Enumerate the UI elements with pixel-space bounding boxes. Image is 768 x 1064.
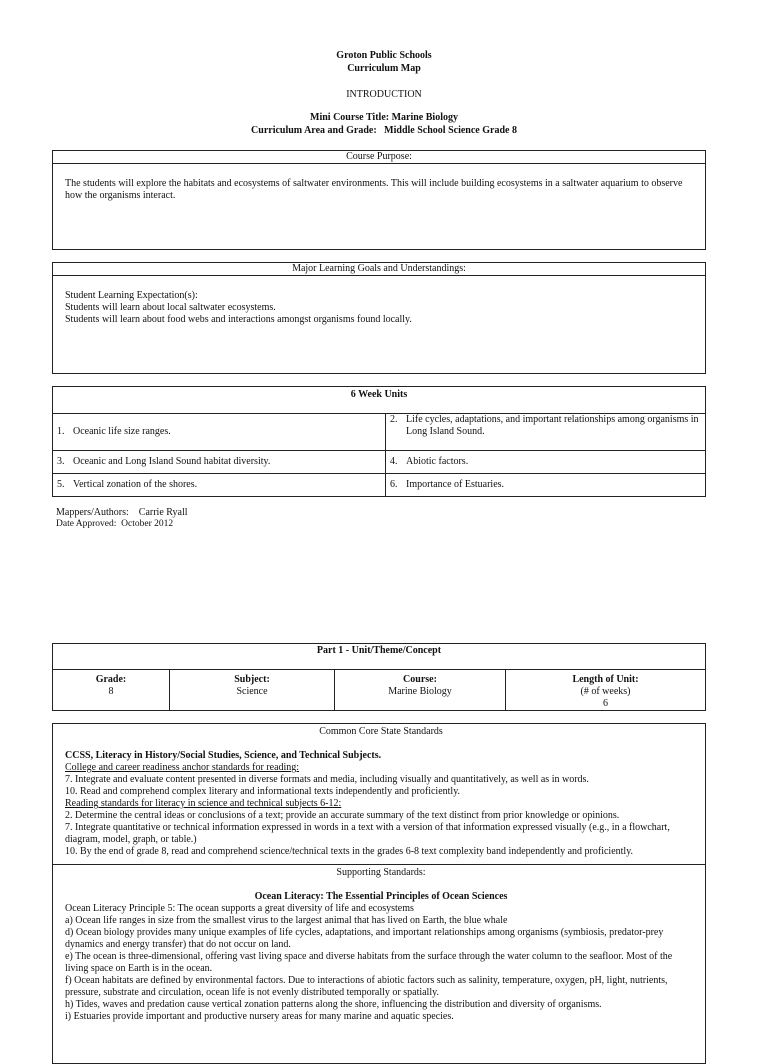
ccss-standard: 10. Read and comprehend complex literary and informational texts independently and proficiently. [65, 786, 461, 797]
subject-label: Subject: [234, 674, 270, 685]
supporting-line: Ocean Literacy Principle 5: The ocean supports a great diversity of life and ecosystems [65, 903, 414, 914]
supporting-line: f) Ocean habitats are defined by environmental factors. Due to interactions of abiotic factors such as salinity, temperature, oxygen, pH, light, nutrients, pressure, substrate and circulation, ocean life is not evenly distributed temporally or spatially. [65, 975, 668, 998]
part1-table [52, 643, 706, 711]
course-value: Marine Biology [388, 686, 452, 697]
ccss-standard: 10. By the end of grade 8, read and comprehend science/technical texts in the grades 6-8 text complexity band independently and proficiently. [65, 846, 634, 857]
course-purpose-heading: Course Purpose: [53, 151, 705, 164]
school-name: Groton Public Schools [336, 50, 432, 61]
unit-item: 4. Abiotic factors. [386, 451, 706, 474]
course-cell [335, 670, 506, 711]
subject-value: Science [236, 686, 268, 697]
units-table [52, 386, 706, 497]
supporting-cell [53, 865, 706, 1064]
units-box [52, 386, 706, 497]
length-value: 6 [603, 698, 608, 709]
grade-cell [53, 670, 170, 711]
ccss-subheading: Reading standards for literacy in science and technical subjects 6-12: [65, 798, 342, 809]
learning-goals-box [52, 262, 706, 374]
part1-heading: Part 1 - Unit/Theme/Concept [53, 644, 706, 670]
mappers-authors: Mappers/Authors: Carrie Ryall [56, 507, 188, 518]
length-label: Length of Unit: [572, 674, 639, 685]
unit-item: 1. Oceanic life size ranges. [53, 414, 386, 451]
document-type: Curriculum Map [347, 63, 421, 74]
supporting-line: i) Estuaries provide important and productive nursery areas for many marine and aquatic species. [65, 1011, 454, 1022]
date-approved: Date Approved: October 2012 [56, 519, 174, 529]
unit-item: 5. Vertical zonation of the shores. [53, 474, 386, 497]
supporting-title: Ocean Literacy: The Essential Principles of Ocean Sciences [254, 891, 508, 902]
ccss-subheading: College and career readiness anchor standards for reading: [65, 762, 300, 773]
learning-goals-heading: Major Learning Goals and Understandings: [53, 263, 705, 276]
ccss-heading: Common Core State Standards [319, 726, 443, 737]
ccss-standard: 2. Determine the central ideas or conclusions of a text; provide an accurate summary of the text distinct from prior knowledge or opinions. [65, 810, 620, 821]
grade-label: Grade: [95, 674, 127, 685]
standards-box [52, 723, 706, 1043]
supporting-line: a) Ocean life ranges in size from the smallest virus to the largest animal that has lived on Earth, the blue whale [65, 915, 508, 926]
supporting-heading: Supporting Standards: [336, 867, 426, 878]
length-cell [506, 670, 706, 711]
course-label: Course: [403, 674, 437, 685]
course-title: Mini Course Title: Marine Biology [310, 112, 458, 123]
ccss-cell [53, 724, 706, 865]
ccss-standard: 7. Integrate quantitative or technical information expressed in words in a text with a version of that information expressed visually (e.g., in a flowchart, diagram, model, graph, or table.) [65, 822, 670, 845]
supporting-line: h) Tides, waves and predation cause vertical zonation patterns along the shore, influencing the distribution and diversity of organisms. [65, 999, 602, 1010]
learning-goals-line: Students will learn about local saltwater ecosystems. [65, 302, 276, 313]
ccss-standard: 7. Integrate and evaluate content presented in diverse formats and media, including visually and quantitatively, as well as in words. [65, 774, 589, 785]
supporting-line: e) The ocean is three-dimensional, offering vast living space and diverse habitats from the surface through the water column to the seafloor. Most of the living space on Earth is in the ocean. [65, 951, 673, 974]
unit-item: 6. Importance of Estuaries. [386, 474, 706, 497]
curriculum-area-grade: Curriculum Area and Grade: Middle School Science Grade 8 [251, 125, 517, 136]
standards-table [52, 723, 706, 1064]
supporting-line: d) Ocean biology provides many unique examples of life cycles, adaptations, and important relationships among organisms (symbiosis, predator-prey dynamics and energy transfer) that do not occur on land. [65, 927, 664, 950]
course-purpose-box [52, 150, 706, 250]
subject-cell [170, 670, 335, 711]
unit-item: 3. Oceanic and Long Island Sound habitat diversity. [53, 451, 386, 474]
grade-value: 8 [108, 686, 114, 697]
length-sub: (# of weeks) [580, 686, 631, 697]
ccss-title: CCSS, Literacy in History/Social Studies, Science, and Technical Subjects. [65, 750, 382, 761]
learning-goals-line: Student Learning Expectation(s): [65, 290, 198, 301]
unit-item: 2. Life cycles, adaptations, and important relationships among organisms in Long Island Sound. [386, 414, 706, 451]
learning-goals-line: Students will learn about food webs and interactions amongst organisms found locally. [65, 314, 412, 325]
section-title: INTRODUCTION [346, 89, 422, 100]
part1-box [52, 643, 706, 711]
course-purpose-text: The students will explore the habitats and ecosystems of saltwater environments. This will include building ecosystems in a saltwater aquarium to observe how the organisms interact. [65, 178, 683, 201]
units-heading: 6 Week Units [53, 387, 706, 414]
